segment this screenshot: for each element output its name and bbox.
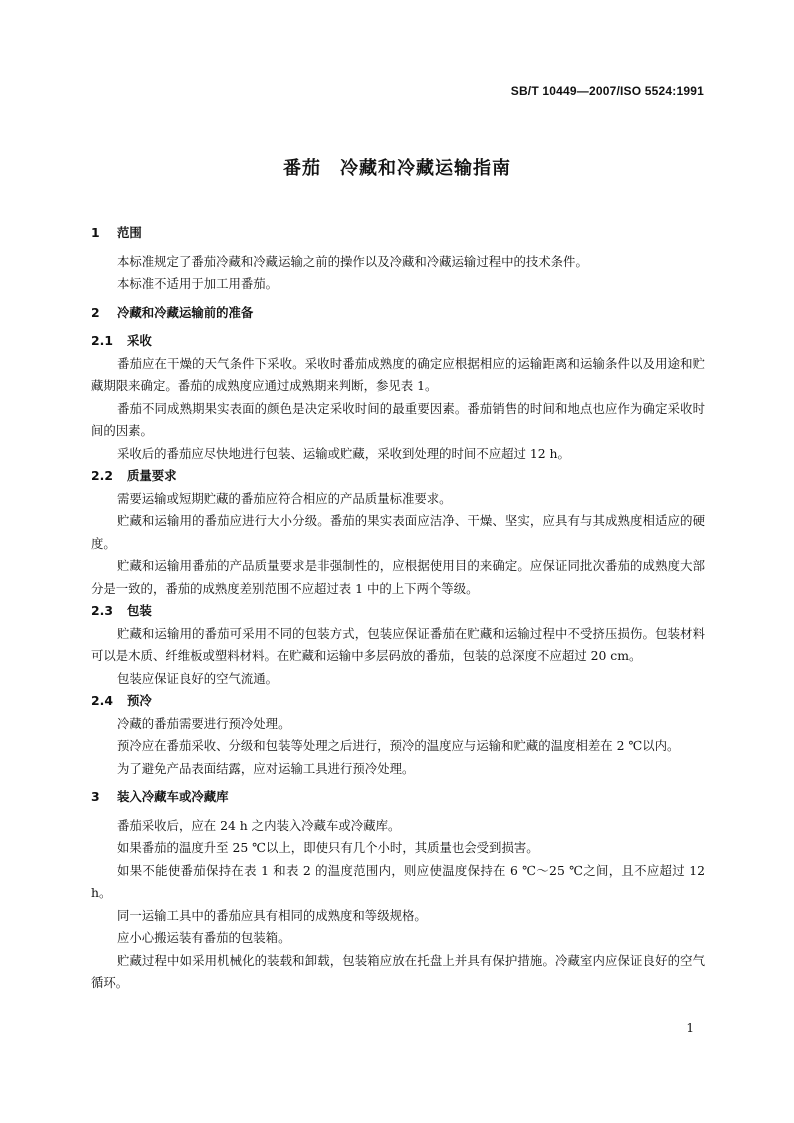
section-number: 3 bbox=[91, 789, 100, 804]
paragraph: 贮藏和运输用的番茄应进行大小分级。番茄的果实表面应洁净、干燥、坚实，应具有与其成熟度相适应的硬度。 bbox=[91, 513, 705, 551]
paragraph: 应小心搬运装有番茄的包装箱。 bbox=[117, 930, 291, 945]
section-2-heading bbox=[91, 302, 705, 325]
subsection-title: 包装 bbox=[127, 603, 152, 618]
paragraph: 贮藏过程中如采用机械化的装载和卸载，包装箱应放在托盘上并具有保护措施。冷藏室内应保证良好的空气循环。 bbox=[91, 952, 705, 990]
paragraph: 冷藏的番茄需要进行预冷处理。 bbox=[117, 715, 291, 731]
paragraph: 预冷应在番茄采收、分级和包装等处理之后进行，预冷的温度应与运输和贮藏的温度相差在 2 ℃以内。 bbox=[117, 738, 680, 753]
paragraph: 本标准规定了番茄冷藏和冷藏运输之前的操作以及冷藏和冷藏运输过程中的技术条件。 bbox=[117, 253, 588, 269]
subsection-2-2-heading bbox=[91, 465, 705, 488]
paragraph: 番茄应在干燥的天气条件下采收。采收时番茄成熟度的确定应根据相应的运输距离和运输条件以及用途和贮藏期限来确定。番茄的成熟度应通过成熟期来判断，参见表 1。 bbox=[91, 355, 705, 393]
section-3-heading bbox=[91, 786, 705, 809]
subsection-number: 2.1 bbox=[91, 333, 113, 348]
document-body bbox=[91, 222, 705, 995]
subsection-number: 2.2 bbox=[91, 468, 113, 483]
paragraph: 如果不能使番茄保持在表 1 和表 2 的温度范围内，则应使温度保持在 6 ℃～25 ℃之间，且不应超过 12 h。 bbox=[91, 862, 705, 900]
subsection-2-4-heading bbox=[91, 690, 705, 713]
subsection-title: 采收 bbox=[127, 333, 152, 348]
subsection-2-1-heading bbox=[91, 330, 705, 353]
paragraph: 为了避免产品表面结露，应对运输工具进行预冷处理。 bbox=[117, 760, 415, 776]
subsection-number: 2.4 bbox=[91, 693, 113, 708]
paragraph: 番茄采收后，应在 24 h 之内装入冷藏车或冷藏库。 bbox=[117, 817, 401, 833]
paragraph: 同一运输工具中的番茄应具有相同的成熟度和等级规格。 bbox=[117, 907, 427, 923]
subsection-title: 质量要求 bbox=[127, 468, 177, 483]
paragraph: 本标准不适用于加工用番茄。 bbox=[117, 276, 279, 291]
paragraph: 包装应保证良好的空气流通。 bbox=[117, 670, 279, 686]
paragraph: 贮藏和运输用番茄的产品质量要求是非强制性的，应根据使用目的来确定。应保证同批次番茄的成熟度大部分是一致的，番茄的成熟度差别范围不应超过表 1 中的上下两个等级。 bbox=[91, 558, 705, 596]
section-title: 范围 bbox=[117, 225, 142, 240]
standard-code: SB/T 10449—2007/ISO 5524:1991 bbox=[510, 84, 704, 98]
subsection-number: 2.3 bbox=[91, 603, 113, 618]
paragraph: 贮藏和运输用的番茄可采用不同的包装方式，包装应保证番茄在贮藏和运输过程中不受挤压损伤。包装材料可以是木质、纤维板或塑料材料。在贮藏和运输中多层码放的番茄，包装的总深度不应超过 20 cm。 bbox=[91, 625, 705, 663]
section-1-heading bbox=[91, 222, 705, 245]
subsection-2-3-heading bbox=[91, 600, 705, 623]
section-number: 1 bbox=[91, 225, 100, 240]
section-title: 装入冷藏车或冷藏库 bbox=[117, 789, 229, 804]
subsection-title: 预冷 bbox=[127, 693, 152, 708]
paragraph: 如果番茄的温度升至 25 ℃以上，即使只有几个小时，其质量也会受到损害。 bbox=[117, 840, 539, 855]
page-number: 1 bbox=[686, 1021, 694, 1035]
section-title: 冷藏和冷藏运输前的准备 bbox=[117, 304, 254, 320]
paragraph: 番茄不同成熟期果实表面的颜色是决定采收时间的最重要因素。番茄销售的时间和地点也应作为确定采收时间的因素。 bbox=[91, 400, 705, 438]
section-number: 2 bbox=[91, 304, 100, 320]
paragraph: 采收后的番茄应尽快地进行包装、运输或贮藏，采收到处理的时间不应超过 12 h。 bbox=[117, 445, 570, 461]
paragraph: 需要运输或短期贮藏的番茄应符合相应的产品质量标准要求。 bbox=[117, 490, 452, 506]
document-title: 番茄 冷藏和冷藏运输指南 bbox=[283, 158, 511, 179]
